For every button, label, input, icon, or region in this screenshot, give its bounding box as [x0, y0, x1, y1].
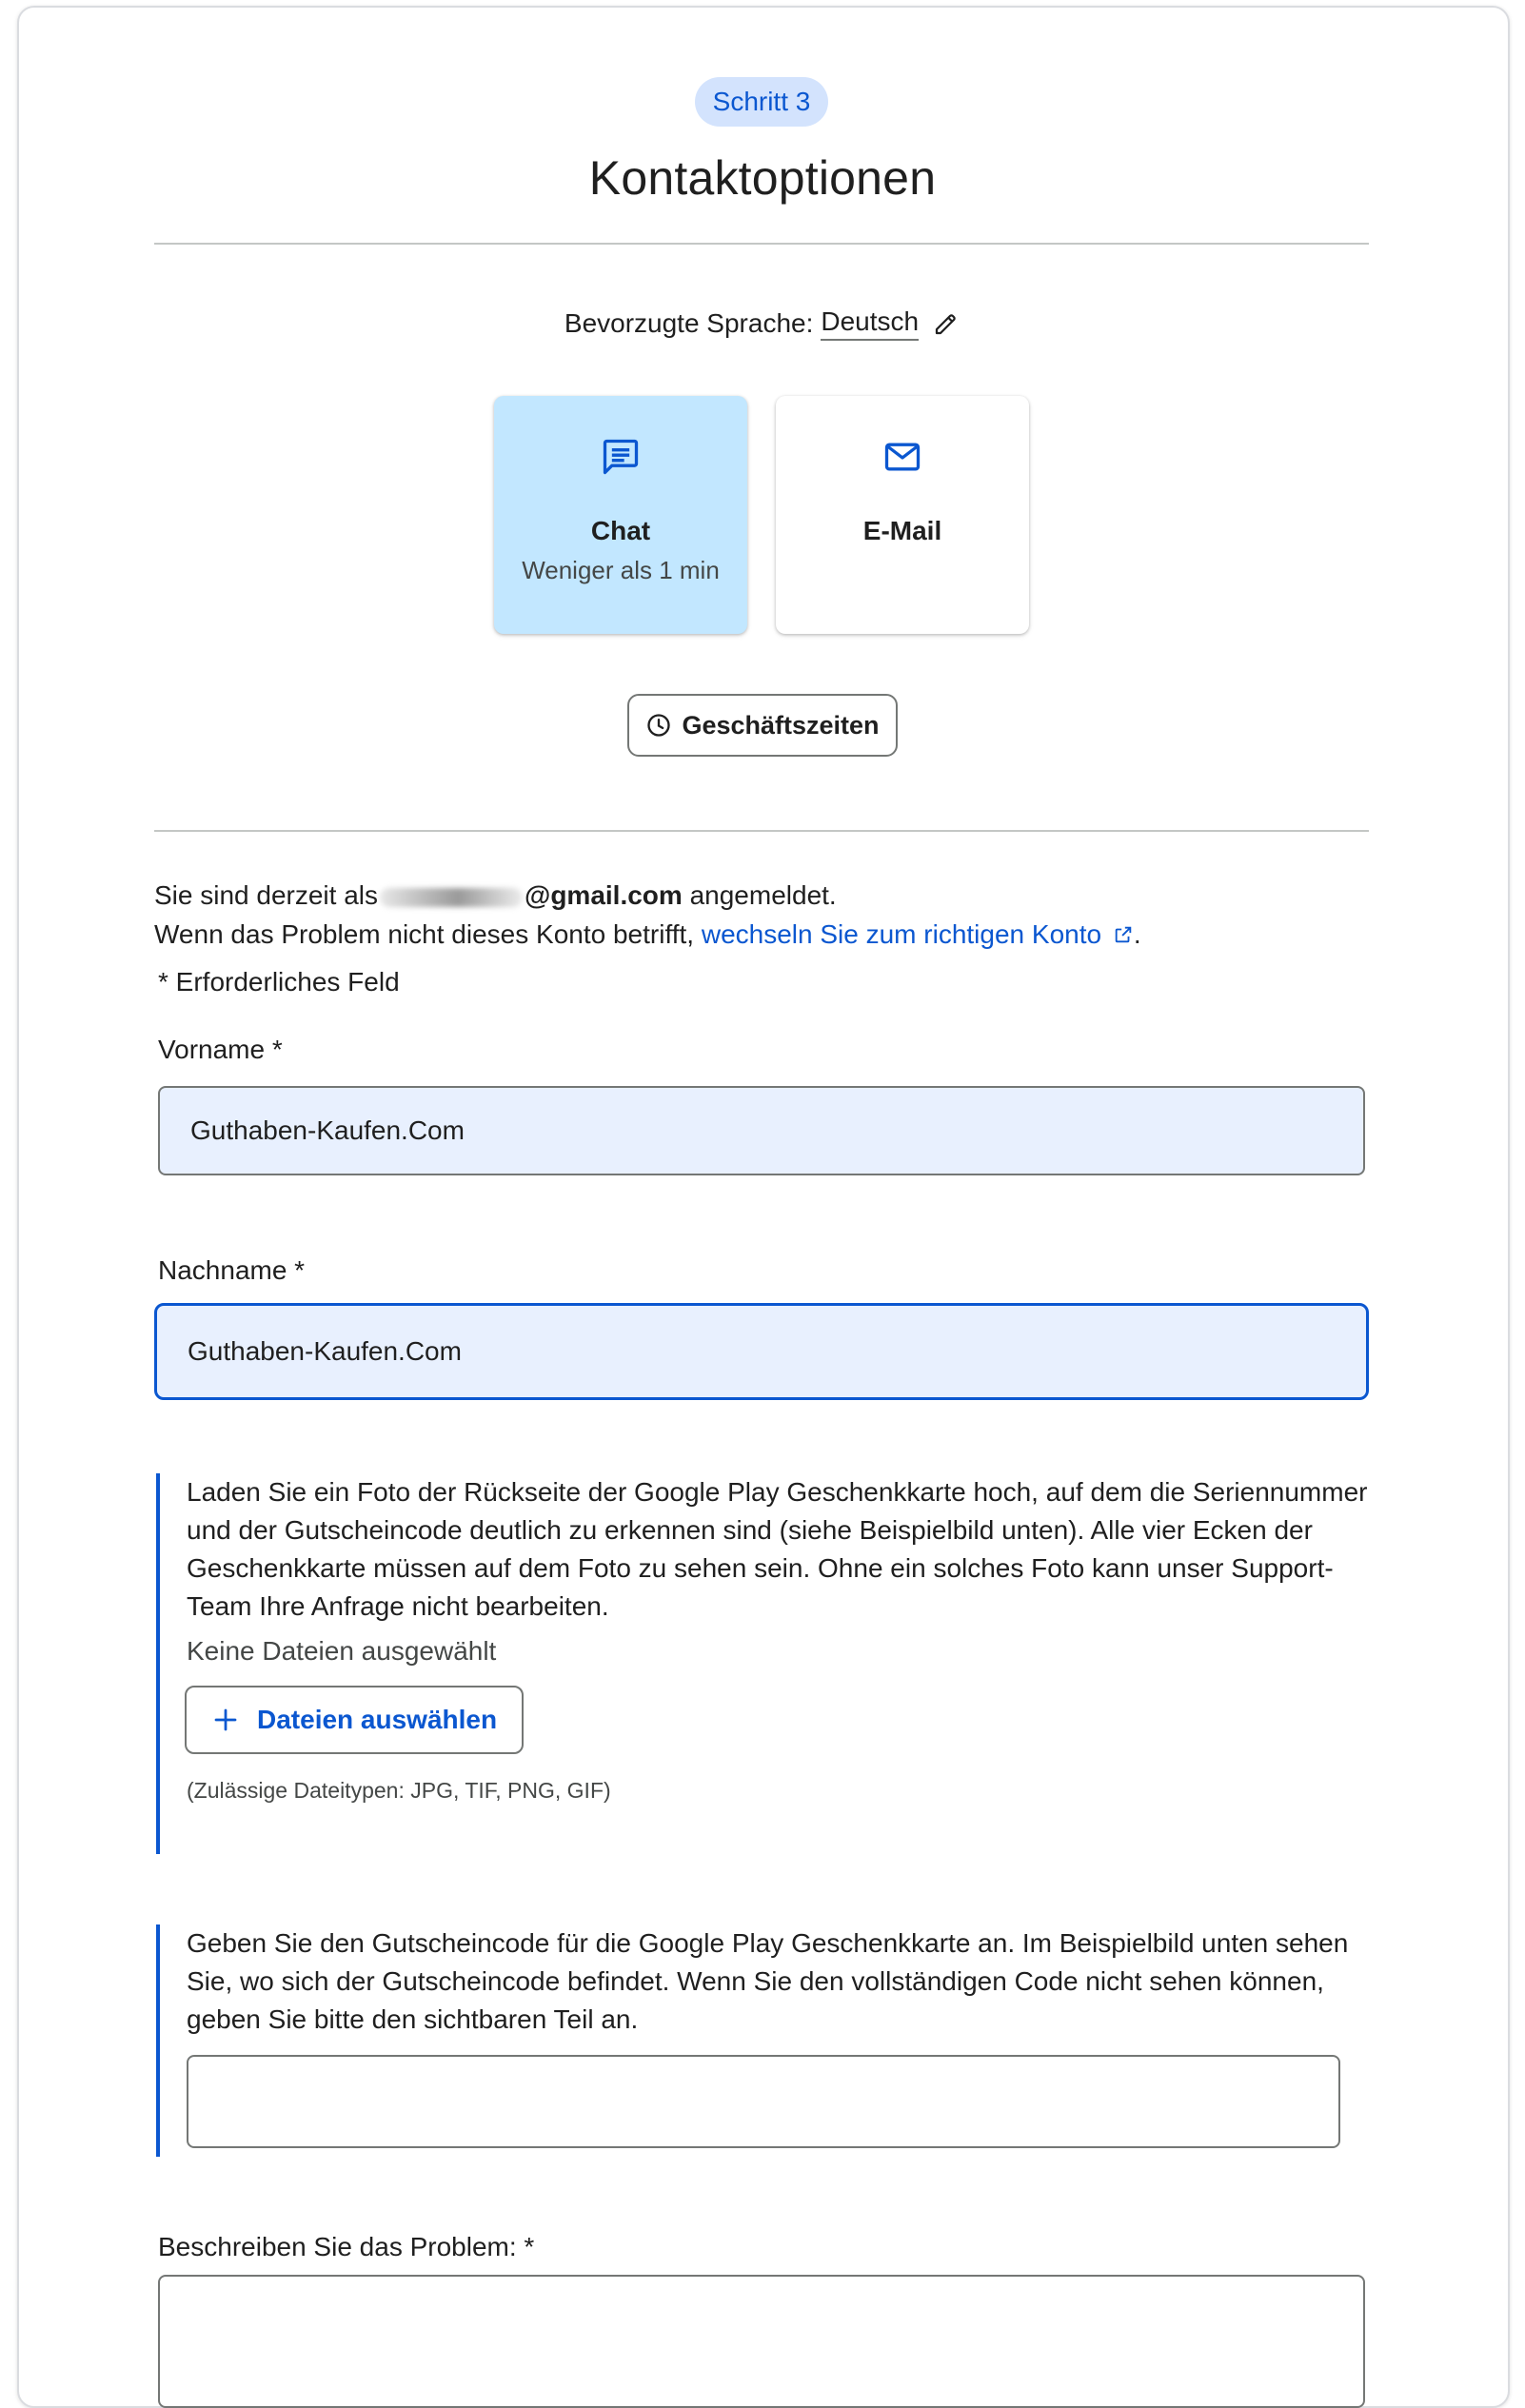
problem-textarea[interactable]: [158, 2275, 1365, 2408]
chat-wait-time: Weniger als 1 min: [522, 556, 720, 584]
switch-account-prefix: Wenn das Problem nicht dieses Konto betrifft,: [154, 919, 695, 949]
language-label: Bevorzugte Sprache:: [564, 308, 814, 338]
business-hours-button[interactable]: [627, 694, 898, 757]
pencil-icon[interactable]: [932, 309, 961, 338]
upload-status: Keine Dateien ausgewählt: [187, 1636, 497, 1666]
switch-account-link[interactable]: [702, 919, 1134, 949]
voucher-code-input[interactable]: [187, 2055, 1340, 2148]
email-option-label: E-Mail: [862, 516, 942, 545]
business-hours-label: Geschäftszeiten: [682, 710, 880, 740]
signed-in-line: [154, 880, 837, 911]
last-name-label: Nachname *: [158, 1255, 306, 1285]
header-divider: [154, 243, 1369, 245]
required-field-note: * Erforderliches Feld: [158, 967, 400, 997]
switch-account-link-text: wechseln Sie zum richtigen Konto: [701, 919, 1102, 949]
problem-label: Beschreiben Sie das Problem: *: [158, 2232, 535, 2261]
voucher-instructions: Geben Sie den Gutscheincode für die Google Play Geschenkkarte an. Im Beispielbild unten sehen Sie, wo sich der Gutscheincode befindet. Wenn Sie den vollständigen Code nicht sehen können, geben Sie bitte den sichtbaren Teil an.: [187, 1928, 1349, 2034]
last-name-value: Guthaben-Kaufen.Com: [188, 1336, 462, 1366]
external-link-icon: [1113, 924, 1134, 945]
clock-icon: [645, 712, 672, 739]
switch-account-line: [154, 919, 1141, 950]
preferred-language-row: [0, 306, 1525, 341]
plus-icon: [211, 1706, 240, 1734]
signed-in-prefix: Sie sind derzeit als: [154, 880, 379, 910]
redacted-email-user: [380, 888, 523, 907]
allowed-file-types: (Zulässige Dateitypen: JPG, TIF, PNG, GIF): [187, 1778, 611, 1803]
contact-options-card: [17, 6, 1510, 2408]
first-name-label: Vorname *: [158, 1035, 283, 1064]
chat-option-label: Chat: [590, 516, 651, 545]
section-divider: [154, 830, 1369, 832]
switch-account-suffix: .: [1133, 919, 1141, 949]
mail-icon: [881, 436, 923, 478]
upload-section-bar: [156, 1473, 160, 1854]
step-badge-label: Schritt 3: [712, 87, 811, 116]
contact-option-chat[interactable]: [494, 396, 747, 634]
first-name-value: Guthaben-Kaufen.Com: [190, 1115, 465, 1145]
signed-in-suffix: angemeldet.: [689, 880, 837, 910]
first-name-input[interactable]: [158, 1086, 1365, 1175]
choose-files-label: Dateien auswählen: [257, 1705, 498, 1734]
choose-files-button[interactable]: [185, 1686, 524, 1754]
step-badge: [695, 77, 828, 127]
upload-instructions: Laden Sie ein Foto der Rückseite der Google Play Geschenkkarte hoch, auf dem die Seriennummer und der Gutscheincode deutlich zu erkennen sind (siehe Beispielbild unten). Alle vier Ecken der Geschenkkarte müssen auf dem Foto zu sehen sein. Ohne ein solches Foto kann unser Support-Team Ihre Anfrage nicht bearbeiten.: [187, 1477, 1368, 1621]
language-value[interactable]: Deutsch: [821, 306, 919, 341]
voucher-section-bar: [156, 1924, 160, 2157]
page-title: Kontaktoptionen: [588, 151, 937, 205]
last-name-input[interactable]: [154, 1303, 1369, 1400]
contact-option-email[interactable]: [776, 396, 1029, 634]
chat-icon: [600, 436, 642, 478]
signed-in-email: @gmail.com: [525, 880, 683, 910]
